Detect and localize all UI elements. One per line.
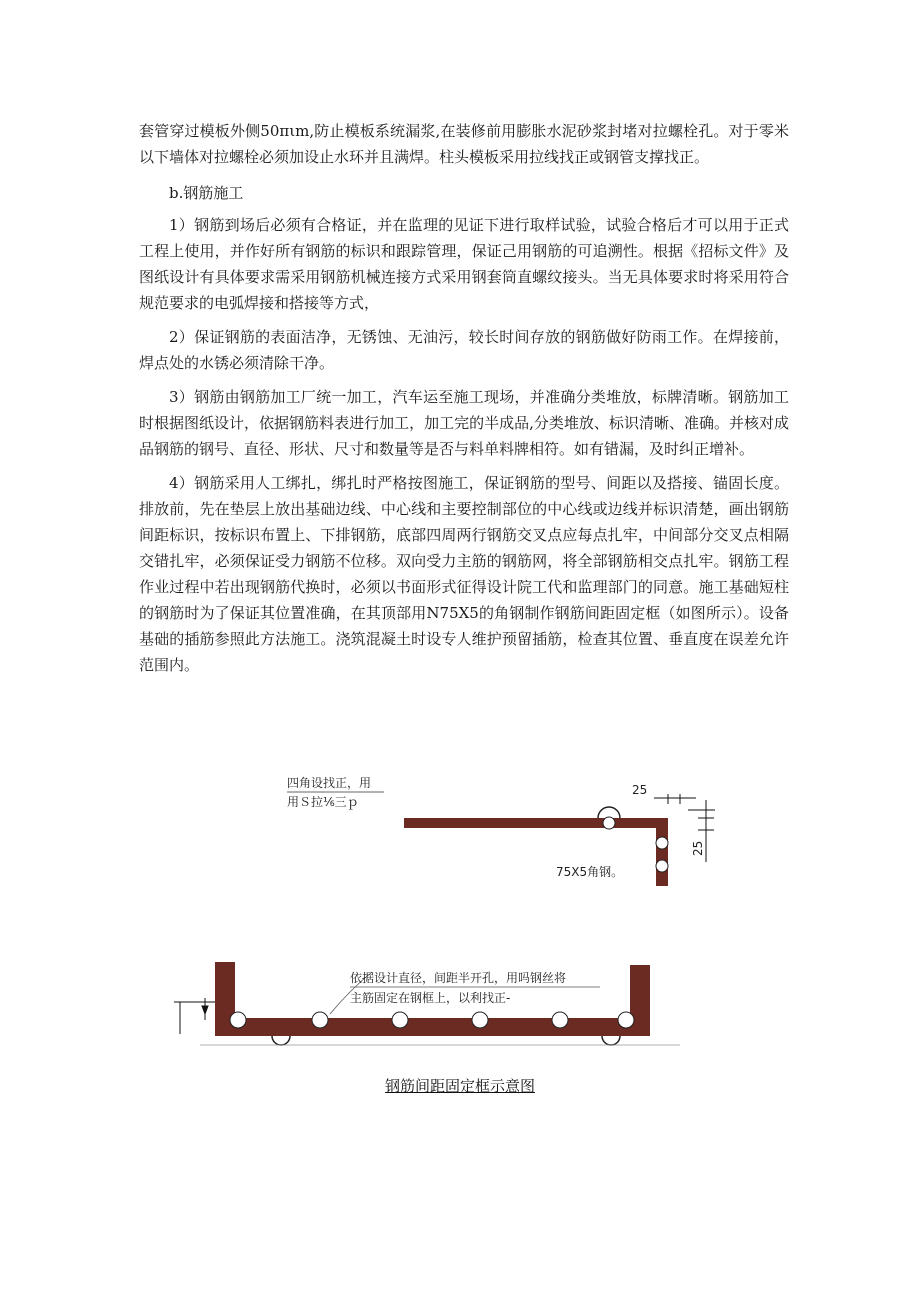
paragraph-4: 4）钢筋采用人工绑扎，绑扎时严格按图施工，保证钢筋的型号、间距以及搭接、锚固长度。排放前，先在垫层上放出基础边线、中心线和主要控制部位的中心线或边线并标识清楚，画出钢筋间距标识，按标识布置上、下排钢筋，底部四周两行钢筋交叉点应每点扎牢，中间部分交叉点相隔交错扎牢，必须保证受力钢筋不位移。双向受力主筋的钢筋网，将全部钢筋相交点扎牢。钢筋工程作业过程中若出现钢筋代换时，必须以书面形式征得设计院工代和监理部门的同意。施工基础短柱的钢筋时为了保证其位置准确，在其顶部用N75X5的角钢制作钢筋间距固定框（如图所示）。设备基础的插筋参照此方法施工。浇筑混凝土时设专人维护预留插筋，检查其位置、垂直度在误差允许范围内。 (139, 474, 789, 674)
corner-angle-steel (404, 807, 668, 886)
label-corner-line1: 四角设找正，用 (287, 776, 372, 790)
dim-label-side: 25 (691, 840, 705, 856)
left-dimension (174, 998, 215, 1034)
label-corner-line2: 用Ｓ拉⅙三ｐ (287, 795, 359, 809)
caption-text: 钢筋间距固定框示意图 (384, 1077, 535, 1095)
rebar-spacing-frame-diagram (160, 770, 760, 1070)
body-text (139, 118, 789, 678)
label-hole-line1: 依据设计直径，间距半开孔，用吗钢丝将 (350, 971, 567, 985)
section-heading-rebar: b.钢筋施工 (169, 184, 244, 202)
dim-label-top: 25 (632, 783, 648, 797)
figure-caption (0, 1075, 920, 1096)
paragraph-2: 2）保证钢筋的表面洁净，无锈蚀、无油污，较长时间存放的钢筋做好防雨工作。在焊接前，焊点处的水锈必须清除干净。 (139, 328, 789, 372)
label-angle-steel: 75X5角钢。 (556, 865, 624, 879)
paragraph-formwork: 套管穿过模板外侧50πιm,防止模板系统漏浆,在装修前用膨胀水泥砂浆封堵对拉螺栓孔。对于零米以下墙体对拉螺栓必须加设止水环并且满焊。柱头模板采用拉线找正或钢管支撑找正。 (139, 122, 789, 166)
paragraph-1: 1）钢筋到场后必须有合格证，并在监理的见证下进行取样试验，试验合格后才可以用于正式工程上使用，并作好所有钢筋的标识和跟踪管理，保证己用钢筋的可追溯性。根据《招标文件》及图纸设计有具体要求需采用钢筋机械连接方式采用钢套筒直螺纹接头。当无具体要求时将采用符合规范要求的电弧焊接和搭接等方式， (139, 216, 789, 312)
label-hole-line2: 主筋固定在钢框上，以利找正- (350, 991, 511, 1005)
paragraph-3: 3）钢筋由钢筋加工厂统一加工，汽车运至施工现场，并准确分类堆放，标牌清晰。钢筋加工时根据图纸设计，依据钢筋料表进行加工，加工完的半成品,分类堆放、标识清晰、准确。并核对成品钢筋的钢号、直径、形状、尺寸和数量等是否与料单料牌相符。如有错漏，及时纠正增补。 (139, 388, 789, 458)
